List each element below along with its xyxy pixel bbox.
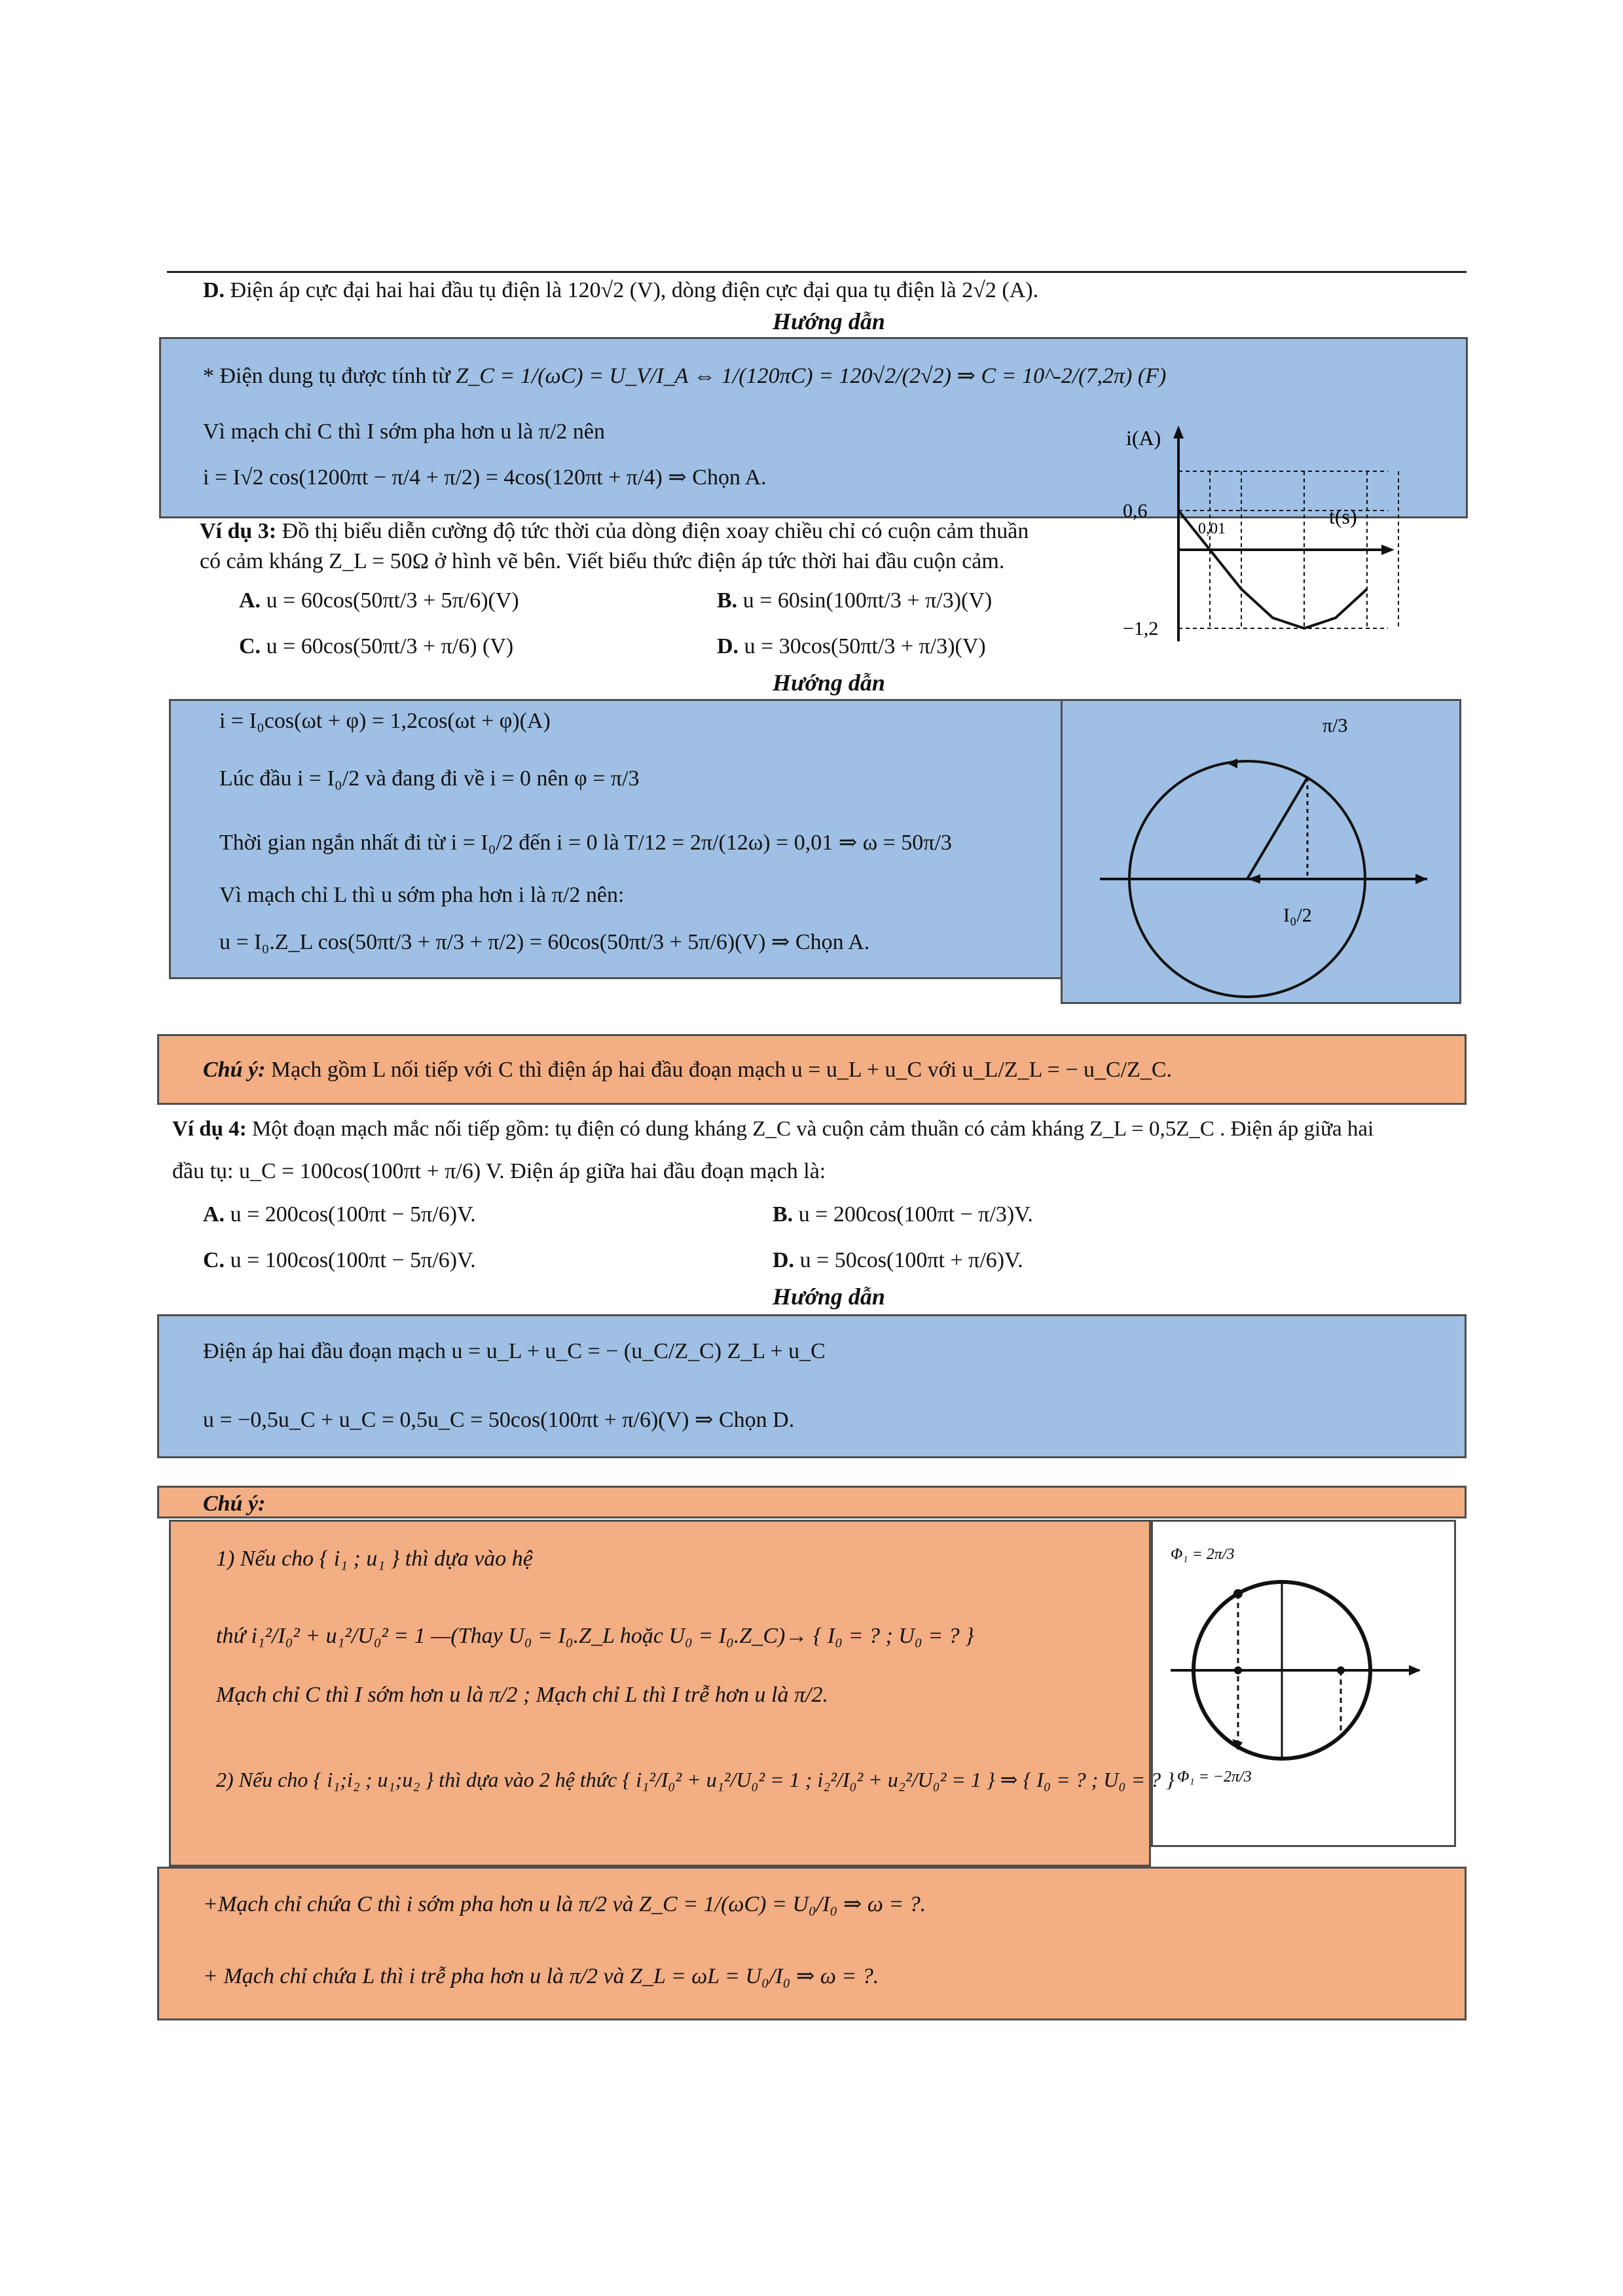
point-center-icon [1234, 1666, 1242, 1674]
box3-line2: u = −0,5u_C + u_C = 0,5u_C = 50cos(100πt + π/6)(V) ⇒ Chọn D. [203, 1408, 795, 1432]
note2-item2: 2) Nếu cho { i₁;i₂ ; u₁;u₂ } thì dựa vào 2 hệ thức { i₁²/I₀² + u₁²/U₀² = 1 ; i₂²/I₀² + u₂²/U₀² = 1 } ⇒ { I₀ = ? ; U₀ = ? } [216, 1768, 1175, 1791]
header-rule [167, 271, 1467, 273]
example4-option-c: C. u = 100cos(100πt − 5π/6)V. [203, 1248, 476, 1272]
example3-option-d: D. u = 30cos(50πt/3 + π/3)(V) [717, 634, 986, 658]
box2-line2: Lúc đầu i = I₀/2 và đang đi về i = 0 nên φ = π/3 [219, 766, 640, 791]
formula: Z_C = 1/(ωC) = U_V/I_A ⇔ 1/(120πC) = 120√2/(2√2) ⇒ C = 10^-2/(7,2π) (F) [456, 364, 1167, 388]
example4-option-d: D. u = 50cos(100πt + π/6)V. [773, 1248, 1023, 1272]
example3-option-b: B. u = 60sin(100πt/3 + π/3)(V) [717, 588, 993, 613]
x-tick-label: 0,01 [1198, 520, 1226, 537]
box2-line1: i = I₀cos(ωt + φ) = 1,2cos(ωt + φ)(A) [219, 709, 551, 733]
box1-line2: Vì mạch chỉ C thì I sớm pha hơn u là π/2 nên [203, 420, 606, 444]
note1-line: Chú ý: Mạch gồm L nối tiếp với C thì điện áp hai đầu đoạn mạch u = u_L + u_C với u_L/Z_L = − u_C/Z_C. [203, 1058, 1173, 1082]
axis-arrow-icon [1409, 1665, 1421, 1676]
example4-option-a: A. u = 200cos(100πt − 5π/6)V. [203, 1202, 476, 1227]
option-label: D. [203, 278, 225, 302]
y-axis-arrow-icon [1173, 425, 1184, 439]
circle-bottom-label: I₀/2 [1283, 905, 1312, 926]
rotation-arrow-icon [1227, 759, 1237, 768]
option-text: Điện áp cực đại hai hai đầu tụ điện là 120√2 (V), dòng điện cực đại qua tụ điện là 2√2 (A). [230, 278, 1039, 302]
box3-line1: Điện áp hai đầu đoạn mạch u = u_L + u_C = − (u_C/Z_C) Z_L + u_C [203, 1339, 826, 1363]
box2-line5: u = I₀.Z_L cos(50πt/3 + π/3 + π/2) = 60cos(50πt/3 + 5π/6)(V) ⇒ Chọn A. [219, 930, 870, 954]
solution-box-3 [157, 1314, 1467, 1458]
note3-line2: + Mạch chỉ chứa L thì i trễ pha hơn u là π/2 và Z_L = ωL = U₀/I₀ ⇒ ω = ?. [203, 1964, 879, 1988]
x-axis-label: t(s) [1329, 505, 1357, 528]
example4-line1: Ví dụ 4: Một đoạn mạch mắc nối tiếp gồm: tụ điện có dung kháng Z_C và cuộn cảm thuần có cảm kháng Z_L = 0,5Z_C . Điện áp giữa hai [172, 1117, 1374, 1141]
phasor-line [1247, 778, 1307, 879]
note2-item1-c: Mạch chỉ C thì I sớm hơn u là π/2 ; Mạch chỉ L thì I trễ hơn u là π/2. [216, 1683, 828, 1707]
note2-item1-a: 1) Nếu cho { i₁ ; u₁ } thì dựa vào hệ [216, 1547, 533, 1571]
example3-line2: có cảm kháng Z_L = 50Ω ở hình vẽ bên. Viết biểu thức điện áp tức thời hai đầu cuộn cảm. [200, 549, 1005, 573]
point-top-icon [1233, 1589, 1243, 1598]
y-tick-label-min: −1,2 [1123, 618, 1159, 639]
box2-line4: Vì mạch chỉ L thì u sớm pha hơn i là π/2 nên: [219, 883, 625, 907]
phase-circle-1 [1061, 699, 1461, 1004]
note-box-2-header [157, 1486, 1467, 1518]
example3-line1: Ví dụ 3: Đồ thị biểu diễn cường độ tức thời của dòng điện xoay chiều chỉ có cuộn cảm thuần [200, 519, 1029, 543]
note2-label: Chú ý: [203, 1492, 266, 1516]
guide-title-3: Hướng dẫn [773, 1283, 885, 1310]
example4-option-b: B. u = 200cos(100πt − π/3)V. [773, 1202, 1033, 1227]
guide-title-2: Hướng dẫn [773, 670, 885, 696]
current-graph [1106, 419, 1414, 655]
note-box-3 [157, 1867, 1467, 2020]
example3-option-c: C. u = 60cos(50πt/3 + π/6) (V) [239, 634, 514, 658]
phi-top-label: Φ₁ = 2π/3 [1171, 1546, 1235, 1563]
axis-arrow-icon [1415, 874, 1427, 884]
box1-line3: i = I√2 cos(1200πt − π/4 + π/2) = 4cos(120πt + π/4) ⇒ Chọn A. [203, 465, 767, 490]
example4-line2: đầu tụ: u_C = 100cos(100πt + π/6) V. Điện áp giữa hai đầu đoạn mạch là: [172, 1159, 826, 1183]
note3-line1: +Mạch chỉ chứa C thì i sớm pha hơn u là π/2 và Z_C = 1/(ωC) = U₀/I₀ ⇒ ω = ?. [203, 1892, 926, 1916]
guide-title-1: Hướng dẫn [773, 308, 885, 334]
phase-circle-2 [1151, 1520, 1456, 1847]
box1-line1: * Điện dung tụ được tính từ Z_C = 1/(ωC) = U_V/I_A ⇔ 1/(120πC) = 120√2/(2√2) ⇒ C = 10^-2/(7,2π) (F) [203, 364, 1167, 388]
phi-bottom-label: Φ₁ = −2π/3 [1177, 1768, 1252, 1785]
box2-line3: Thời gian ngắn nhất đi từ i = I₀/2 đến i = 0 là T/12 = 2π/(12ω) = 0,01 ⇒ ω = 50π/3 [219, 831, 952, 855]
y-axis-label: i(A) [1126, 426, 1161, 450]
example3-option-a: A. u = 60cos(50πt/3 + 5π/6)(V) [239, 588, 519, 613]
point-right-icon [1337, 1666, 1345, 1674]
y-tick-label-06: 0,6 [1123, 500, 1148, 522]
circle-top-label: π/3 [1322, 715, 1348, 736]
x-axis-arrow-icon [1381, 545, 1395, 555]
note2-item1-b: thứ i₁²/I₀² + u₁²/U₀² = 1 —(Thay U₀ = I₀.Z_L hoặc U₀ = I₀.Z_C)→ { I₀ = ? ; U₀ = ? } [216, 1624, 974, 1648]
option-d-line [203, 278, 1038, 304]
